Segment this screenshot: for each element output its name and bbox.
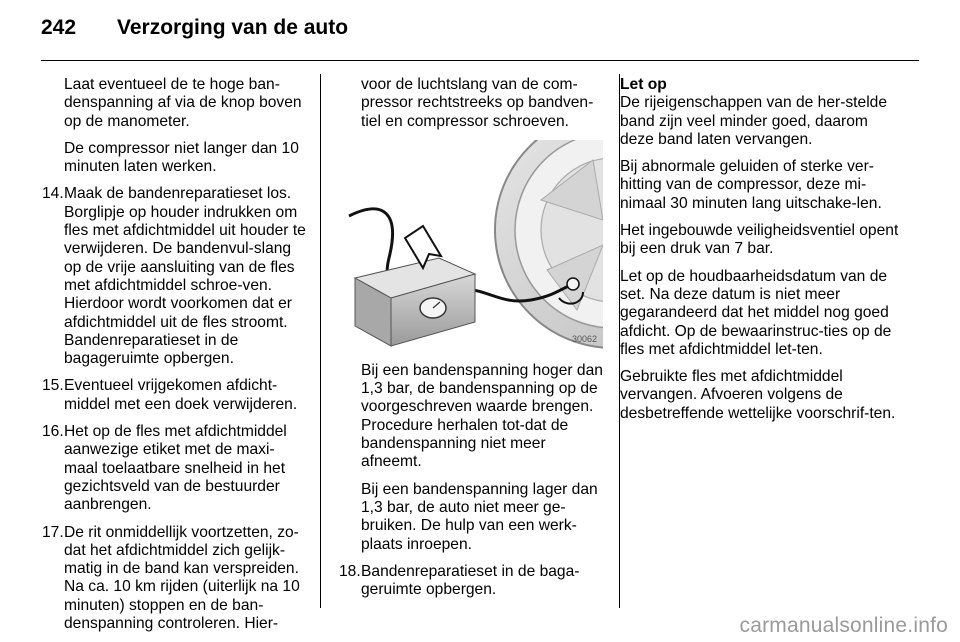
list-number: 15. xyxy=(42,377,64,395)
compressor-tire-drawing xyxy=(341,140,603,352)
list-item xyxy=(42,185,306,368)
paragraph: Bij een bandenspanning hoger dan 1,3 bar, de bandenspanning op de voorgeschreven waarde brengen. Procedure herhalen tot-dat de bandenspanning niet meer afneemt. xyxy=(361,361,603,471)
list-text: Het op de fles met afdichtmiddel aanwezige etiket met de maxi-maal toelaatbare snelheid in het gezichtsveld van de bestuurder aanbrengen. xyxy=(64,423,287,514)
paragraph: Laat eventueel de te hoge ban-denspanning af via de knop boven op de manometer. xyxy=(64,76,302,130)
list-number: 17. xyxy=(42,523,64,541)
paragraph: Bij abnormale geluiden of sterke ver-hitting van de compressor, deze mi-nimaal 30 minuten lang uitschake-len. xyxy=(620,158,882,212)
list-number: 18. xyxy=(339,562,361,580)
list-text: Eventueel vrijgekomen afdicht-middel met een doek verwijderen. xyxy=(64,377,298,413)
page-number: 242 xyxy=(41,16,77,39)
list-item xyxy=(42,524,306,634)
figure-code: 30062 xyxy=(571,333,597,344)
chapter-title: Verzorging van de auto xyxy=(117,16,349,39)
paragraph: De rijeigenschappen van de her-stelde band zijn veel minder goed, daarom deze band laten vervangen. xyxy=(620,94,887,148)
list-number: 14. xyxy=(42,185,64,203)
column-left xyxy=(42,76,306,642)
column-middle xyxy=(339,76,605,608)
watermark: carmanualsonline.info xyxy=(739,614,948,637)
paragraph: Bij een bandenspanning lager dan 1,3 bar, de auto niet meer ge-bruiken. De hulp van een werk-plaats inroepen. xyxy=(361,480,598,553)
header-rule xyxy=(41,60,919,61)
paragraph: voor de luchtslang van de com-pressor rechtstreeks op bandven-tiel en compressor schroeven. xyxy=(361,76,594,130)
column-right xyxy=(620,76,904,432)
list-number: 16. xyxy=(42,423,64,441)
list-item xyxy=(42,423,306,514)
paragraph: De compressor niet langer dan 10 minuten laten werken. xyxy=(64,139,299,176)
list-item xyxy=(339,563,605,600)
column-divider xyxy=(320,74,321,608)
paragraph: Het ingebouwde veiligheidsventiel opent bij een druk van 7 bar. xyxy=(620,222,899,258)
list-text: Maak de bandenreparatieset los. Borglipje op houder indrukken om fles met afdichtmiddel uit houder te verwijderen. De bandenvul-slang op de vrije aansluiting van de fles met afdichtmiddel schroe-ven. Hierdoor wordt voorkomen dat er afdichtmiddel uit de fles stroomt. Bandenreparatieset in de bagageruimte opbergen. xyxy=(64,185,306,368)
list-item xyxy=(42,377,306,414)
list-text: Bandenreparatieset in de baga-geruimte opbergen. xyxy=(361,562,580,599)
compressor-illustration xyxy=(341,140,603,352)
paragraph: Gebruikte fles met afdichtmiddel vervangen. Afvoeren volgens de desbetreffende wettelijke voorschrif-ten. xyxy=(620,368,896,422)
page-header xyxy=(41,16,348,50)
list-text: De rit onmiddellijk voortzetten, zo-dat het afdichtmiddel zich gelijk-matig in de band kan verspreiden. Na ca. 10 km rijden (uiterlijk na 10 minuten) stoppen en de ban-denspanning controleren. Hier- xyxy=(64,523,300,633)
paragraph: Let op de houdbaarheidsdatum van de set. Na deze datum is niet meer gegarandeerd dat het middel nog goed afdicht. Op de bewaarinstruc-ties op de fles met afdichtmiddel let-ten. xyxy=(620,267,892,358)
note-heading: Let op xyxy=(620,76,667,93)
